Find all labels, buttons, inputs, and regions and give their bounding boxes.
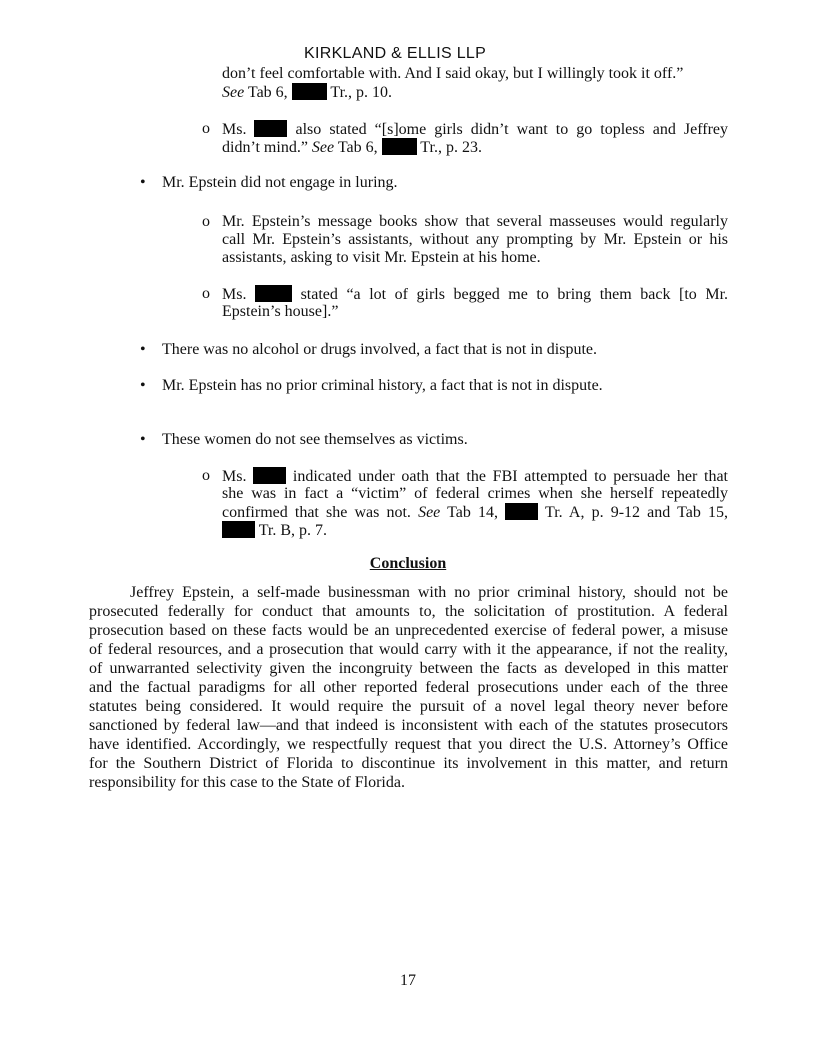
text: stated “a lot of girls begged me to bring them back [to Mr. xyxy=(292,286,729,303)
redaction xyxy=(292,83,327,100)
sub-bullet-marker: o xyxy=(202,467,210,484)
sub-bullet-text xyxy=(222,467,728,486)
redaction xyxy=(505,503,538,520)
sub-bullet-text: assistants, asking to visit Mr. Epstein at his home. xyxy=(222,249,541,266)
see-signal: See xyxy=(311,139,335,156)
bullet-text: Mr. Epstein did not engage in luring. xyxy=(162,174,398,191)
sub-bullet-text xyxy=(222,285,728,304)
bullet-text: These women do not see themselves as victims. xyxy=(162,431,468,448)
text: indicated under oath that the FBI attempted to persuade her that xyxy=(286,468,729,485)
paragraph-line: of federal resources, and a prosecution that would carry with it the appearance, if not the reality, xyxy=(89,641,728,658)
bullet-text: There was no alcohol or drugs involved, a fact that is not in dispute. xyxy=(162,341,598,358)
paragraph-line: Jeffrey Epstein, a self-made businessman with no prior criminal history, should not be xyxy=(130,584,728,601)
see-signal: See xyxy=(418,504,441,521)
text: Tab 14, xyxy=(440,504,506,521)
paragraph-line: have identified. Accordingly, we respectfully request that you direct the U.S. Attorney’s Office xyxy=(89,736,728,753)
text: Tr., p. 10. xyxy=(326,84,393,101)
bullet-text: Mr. Epstein has no prior criminal history, a fact that is not in dispute. xyxy=(162,377,603,394)
text: didn’t mind.” xyxy=(222,139,312,156)
citation xyxy=(222,83,392,102)
text: Ms. xyxy=(222,468,254,485)
text: also stated “[s]ome girls didn’t want to go topless and Jeffrey xyxy=(287,121,729,138)
page-number: 17 xyxy=(400,972,416,989)
redaction xyxy=(254,120,287,137)
sub-bullet-text xyxy=(222,521,327,540)
paragraph-line: prosecution based on these facts would be an unprecedented exercise of federal power, a misuse xyxy=(89,622,728,639)
sub-bullet-text xyxy=(222,138,482,157)
paragraph-line: prosecuted federally for conduct that amounts to, the solicitation of prostitution. A federal xyxy=(89,603,728,620)
text: Tab 6, xyxy=(334,139,382,156)
redaction xyxy=(255,285,292,302)
paragraph-line: for the Southern District of Florida to discontinue its involvement in this matter, and return xyxy=(89,755,728,772)
sub-bullet-text: Mr. Epstein’s message books show that several masseuses would regularly xyxy=(222,213,728,230)
bullet-marker: • xyxy=(140,431,146,448)
sub-bullet-text xyxy=(222,503,728,522)
bullet-marker: • xyxy=(140,174,146,191)
sub-bullet-text: she was in fact a “victim” of federal crimes when she herself repeatedly xyxy=(222,485,728,502)
text: Tab 6, xyxy=(244,84,292,101)
sub-bullet-text: Epstein’s house].” xyxy=(222,303,339,320)
redaction xyxy=(222,521,255,538)
text: Tr. B, p. 7. xyxy=(255,522,328,539)
text: Ms. xyxy=(222,121,255,138)
text: confirmed that she was not. xyxy=(222,504,419,521)
letterhead: KIRKLAND & ELLIS LLP xyxy=(304,45,487,62)
sub-bullet-text: call Mr. Epstein’s assistants, without any prompting by Mr. Epstein or his xyxy=(222,231,728,248)
bullet-marker: • xyxy=(140,341,146,358)
paragraph-line: sanctioned by federal law—and that indeed is inconsistent with each of the statutes prosecutors xyxy=(89,717,728,734)
paragraph-line: statutes being considered. It would require the pursuit of a novel legal theory never before xyxy=(89,698,728,715)
redaction xyxy=(253,467,286,484)
text: Tr., p. 23. xyxy=(416,139,482,156)
sub-bullet-marker: o xyxy=(202,120,210,137)
redaction xyxy=(382,138,417,155)
quote-continuation: don’t feel comfortable with. And I said okay, but I willingly took it off.” xyxy=(222,65,684,82)
bullet-marker: • xyxy=(140,377,146,394)
paragraph-line: responsibility for this case to the State of Florida. xyxy=(89,774,405,791)
sub-bullet-marker: o xyxy=(202,213,210,230)
sub-bullet-text xyxy=(222,120,728,139)
paragraph-line: and the factual paradigms for all other reported federal prosecutions under each of the three xyxy=(89,679,728,696)
text: Tr. A, p. 9-12 and Tab 15, xyxy=(538,504,729,521)
sub-bullet-marker: o xyxy=(202,285,210,302)
text: Ms. xyxy=(222,286,256,303)
section-heading: Conclusion xyxy=(369,555,447,572)
paragraph-line: of unwarranted selectivity given the incongruity between the facts as developed in this matter xyxy=(89,660,728,677)
see-signal: See xyxy=(222,84,245,101)
